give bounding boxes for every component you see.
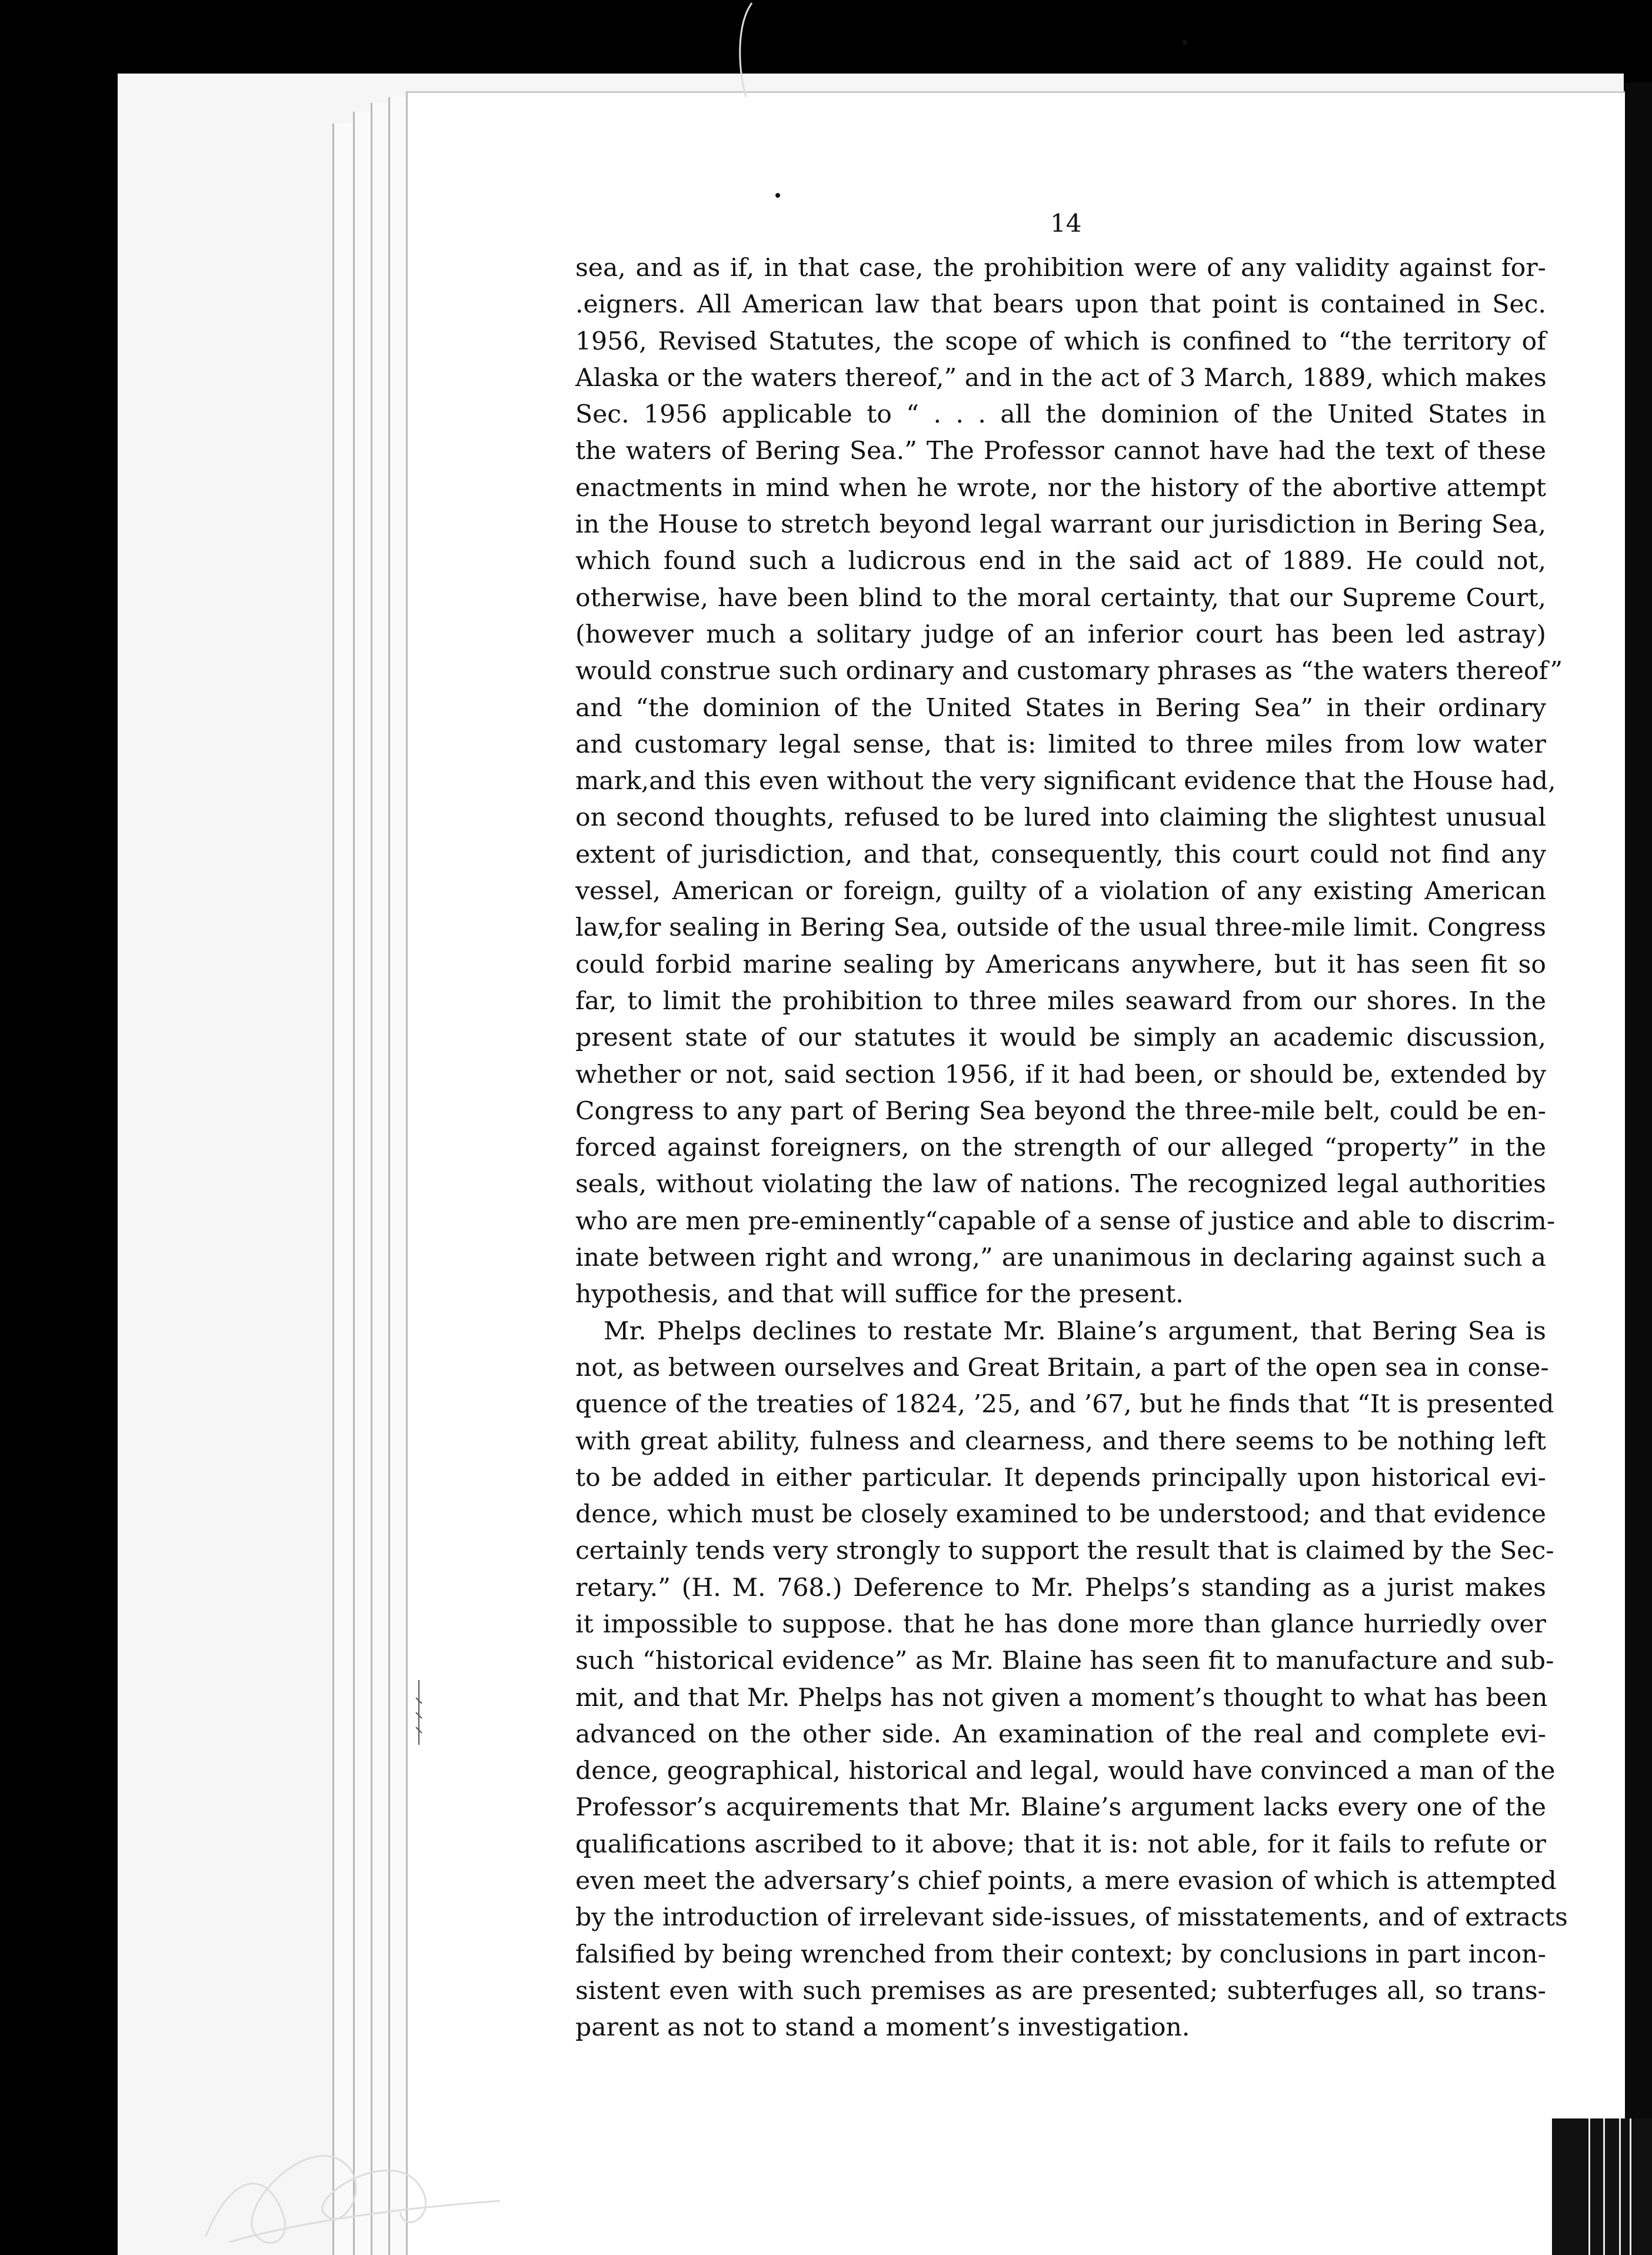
text-line: on second thoughts, refused to be lured into claiming the slightest unusual <box>575 803 1546 833</box>
text-line: with great ability, fulness and clearness, and there seems to be nothing left <box>575 1426 1546 1456</box>
text-line: 1956, Revised Statutes, the scope of which is confined to “the territory of <box>575 327 1546 356</box>
text-line: present state of our statutes it would be simply an academic discussion, <box>575 1023 1546 1053</box>
text-line: the waters of Bering Sea.” The Professor cannot have had the text of these <box>575 437 1546 466</box>
text-line: mit, and that Mr. Phelps has not given a moment’s thought to what has been <box>575 1683 1548 1712</box>
tassel-thread <box>1603 2118 1605 2255</box>
text-line: quence of the treaties of 1824, ’25, and ’67, but he finds that “It is presented <box>575 1390 1554 1419</box>
text-line: whether or not, said section 1956, if it had been, or should be, extended by <box>575 1060 1546 1089</box>
text-line: far, to limit the prohibition to three miles seaward from our shores. In the <box>575 986 1546 1016</box>
text-line: mark,and this even without the very significant evidence that the House had, <box>575 767 1556 796</box>
text-line: Professor’s acquirements that Mr. Blaine’s argument lacks every one of the <box>575 1793 1546 1822</box>
text-line: could forbid marine sealing by Americans anywhere, but it has seen fit so <box>575 950 1546 979</box>
text-line: such “historical evidence” as Mr. Blaine has seen fit to manufacture and sub- <box>575 1647 1554 1676</box>
text-line: which found such a ludicrous end in the said act of 1889. He could not, <box>575 547 1546 576</box>
pencil-mark <box>734 0 758 100</box>
text-line: parent as not to stand a moment’s investigation. <box>575 2013 1190 2043</box>
page-number: 14 <box>1050 209 1082 238</box>
binding-shadow <box>1625 82 1652 2255</box>
pencil-scribble <box>194 2060 524 2255</box>
ink-dot <box>1183 40 1187 45</box>
text-line: to be added in either particular. It depends principally upon historical evi- <box>575 1463 1546 1492</box>
text-line: (however much a solitary judge of an inferior court has been led astray) <box>575 620 1546 649</box>
text-line: inate between right and wrong,” are unanimous in declaring against such a <box>575 1243 1546 1273</box>
text-line: and customary legal sense, that is: limited to three miles from low water <box>575 730 1546 759</box>
text-line: qualifications ascribed to it above; that it is: not able, for it fails to refute or <box>575 1830 1546 1859</box>
text-line: and “the dominion of the United States in Bering Sea” in their ordinary <box>575 693 1546 723</box>
text-line: sistent even with such premises as are presented; subterfuges all, so trans- <box>575 1976 1546 2005</box>
text-line: advanced on the other side. An examination of the real and complete evi- <box>575 1719 1546 1749</box>
text-line: who are men pre-eminently“capable of a sense of justice and able to discrim- <box>575 1206 1556 1236</box>
text-line: not, as between ourselves and Great Britain, a part of the open sea in conse- <box>575 1353 1549 1382</box>
text-line: it impossible to suppose. that he has done more than glance hurriedly over <box>575 1609 1546 1639</box>
text-line: dence, geographical, historical and legal, would have convinced a man of the <box>575 1757 1556 1786</box>
text-line: falsified by being wrenched from their context; by conclusions in part incon- <box>575 1940 1546 1969</box>
tassel-thread <box>1630 2118 1631 2255</box>
text-line: dence, which must be closely examined to be understood; and that evidence <box>575 1500 1546 1529</box>
text-line: certainly tends very strongly to support the result that is claimed by the Sec- <box>575 1536 1554 1566</box>
body-text <box>575 250 1568 2047</box>
text-line: seals, without violating the law of nations. The recognized legal authorities <box>575 1170 1546 1199</box>
text-line: .eigners. All American law that bears upon that point is contained in Sec. <box>575 290 1546 320</box>
text-line: extent of jurisdiction, and that, consequently, this court could not find any <box>575 840 1546 869</box>
text-line: otherwise, have been blind to the moral certainty, that our Supreme Court, <box>575 583 1546 613</box>
text-line: sea, and as if, in that case, the prohibition were of any validity against for- <box>575 254 1546 282</box>
text-line: Congress to any part of Bering Sea beyond the three-mile belt, could be en- <box>575 1096 1546 1126</box>
text-line: would construe such ordinary and customary phrases as “the waters thereof” <box>575 657 1563 686</box>
tassel-thread <box>1588 2118 1590 2255</box>
tassel-thread <box>1619 2118 1621 2255</box>
text-line: by the introduction of irrelevant side-issues, of misstatements, and of extracts <box>575 1903 1568 1933</box>
ink-dot <box>775 193 780 198</box>
text-line: hypothesis, and that will suffice for the present. <box>575 1280 1184 1309</box>
text-line: retary.” (H. M. 768.) Deference to Mr. Phelps’s standing as a jurist makes <box>575 1573 1546 1602</box>
text-line: in the House to stretch beyond legal warrant our jurisdiction in Bering Sea, <box>575 510 1546 540</box>
text-line: enactments in mind when he wrote, nor the history of the abortive attempt <box>575 473 1546 503</box>
text-line: Alaska or the waters thereof,” and in the act of 3 March, 1889, which makes <box>575 363 1547 393</box>
text-line: even meet the adversary’s chief points, a mere evasion of which is attempted <box>575 1867 1557 1896</box>
text-line: Mr. Phelps declines to restate Mr. Blaine’s argument, that Bering Sea is <box>604 1316 1546 1346</box>
bookmark-tassel <box>1552 2118 1652 2255</box>
text-line: vessel, American or foreign, guilty of a violation of any existing American <box>575 877 1546 906</box>
text-line: forced against foreigners, on the strength of our alleged “property” in the <box>575 1133 1546 1163</box>
margin-mark <box>415 1680 423 1745</box>
text-line: Sec. 1956 applicable to “ . . . all the dominion of the United States in <box>575 400 1546 430</box>
text-line: law,for sealing in Bering Sea, outside of the usual three-mile limit. Congress <box>575 913 1546 943</box>
